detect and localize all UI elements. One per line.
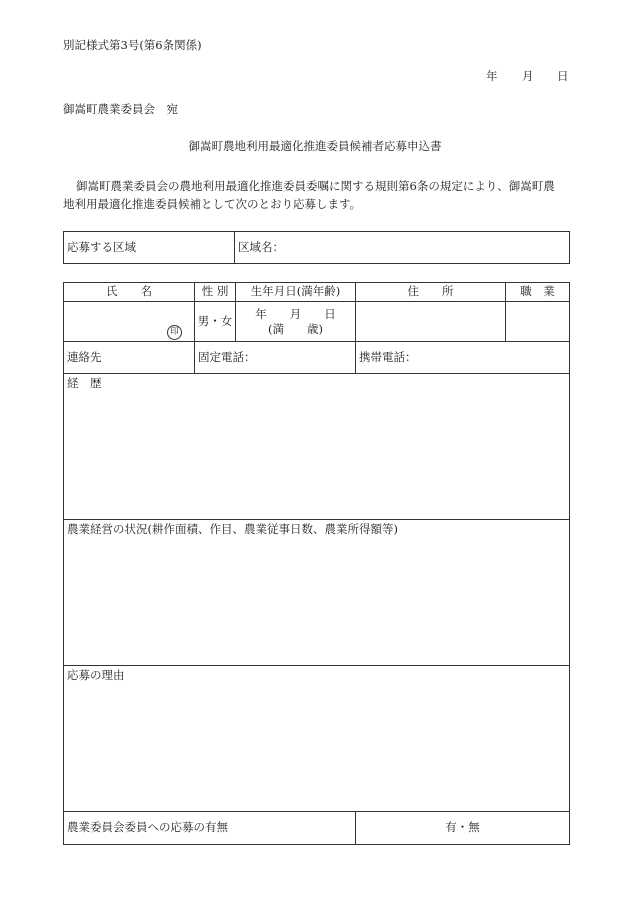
sex-header: 性 別	[195, 283, 236, 302]
job-field[interactable]	[506, 302, 570, 342]
name-field[interactable]	[64, 302, 195, 342]
area-label: 応募する区域	[64, 232, 235, 264]
contact-label: 連絡先	[64, 342, 195, 374]
sex-field[interactable]: 男・女	[195, 302, 236, 342]
area-table	[63, 231, 570, 264]
farming-status-field[interactable]: 農業経営の状況(耕作面積、作目、農業従事日数、農業所得額等)	[64, 520, 570, 666]
birth-date-line: 年 月 日	[255, 306, 336, 321]
area-name-field[interactable]: 区域名：	[235, 232, 570, 264]
date-year: 年	[486, 69, 498, 83]
applicant-table	[63, 282, 570, 845]
date-day: 日	[557, 69, 569, 83]
career-field[interactable]: 経 歴	[64, 374, 570, 520]
addressee: 御嵩町農業委員会 宛	[63, 102, 178, 116]
address-field[interactable]	[356, 302, 506, 342]
name-header: 氏 名	[64, 283, 195, 302]
address-header: 住 所	[356, 283, 506, 302]
seal-mark: 印	[167, 325, 182, 340]
mobile-field[interactable]: 携帯電話：	[356, 342, 570, 374]
body-text-line-2: 地利用最適化推進委員候補として次のとおり応募します。	[63, 197, 362, 211]
birth-age-line: (満 歳)	[268, 321, 323, 336]
body-text-line-1: 御嵩町農業委員会の農地利用最適化推進委員委嘱に関する規則第6条の規定により、御嵩町農	[76, 179, 555, 193]
committee-application-label: 農業委員会委員への応募の有無	[64, 812, 356, 845]
landline-field[interactable]: 固定電話：	[195, 342, 356, 374]
birth-field[interactable]	[236, 302, 356, 342]
birth-header: 生年月日(満年齢)	[236, 283, 356, 302]
document-title: 御嵩町農地利用最適化推進委員候補者応募申込書	[188, 139, 442, 153]
committee-application-choice[interactable]: 有・無	[356, 812, 570, 845]
reason-field[interactable]: 応募の理由	[64, 666, 570, 812]
job-header: 職 業	[506, 283, 570, 302]
form-number: 別記様式第3号(第6条関係)	[63, 38, 202, 52]
date-month: 月	[522, 69, 534, 83]
